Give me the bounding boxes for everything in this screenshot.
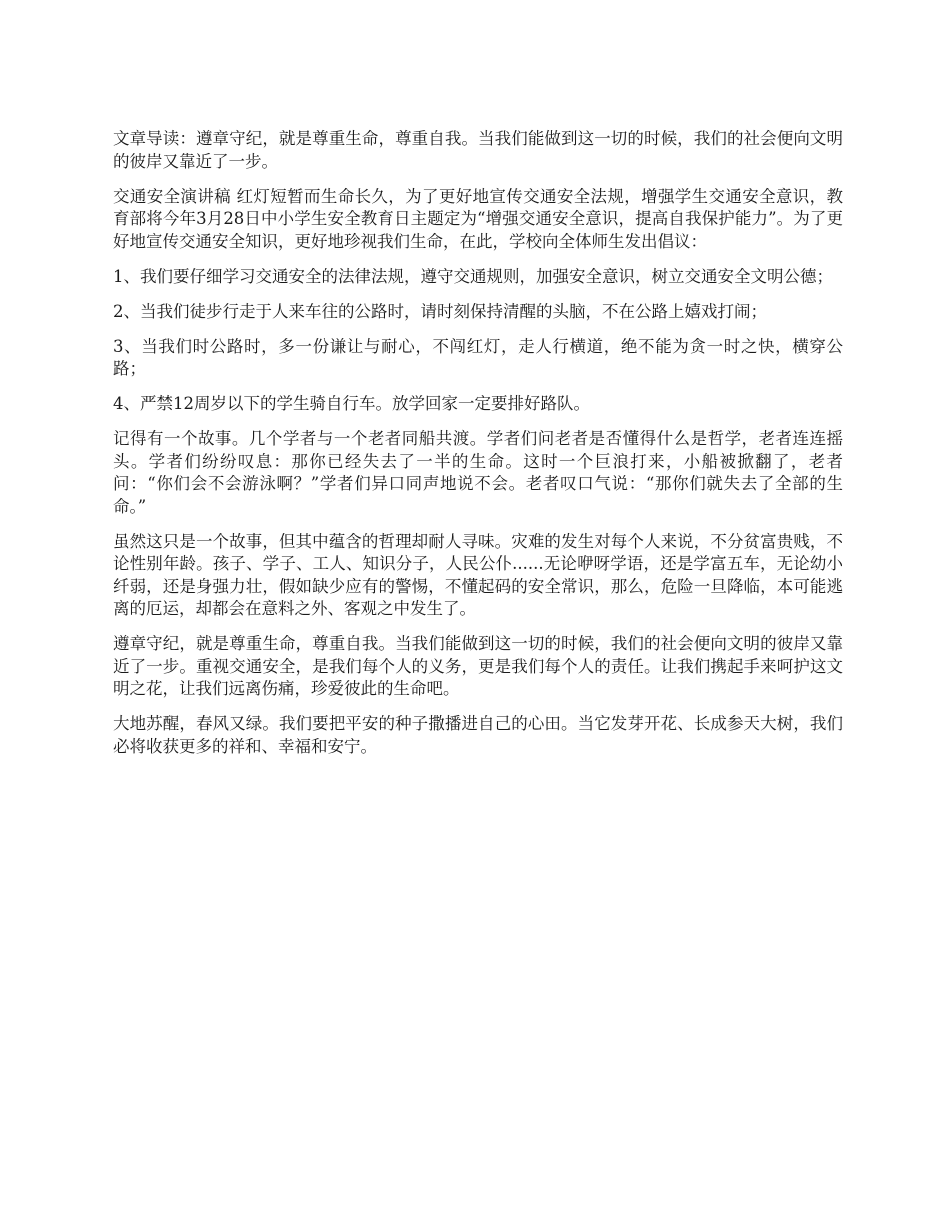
document-body [113,128,843,771]
intro-paragraph: 文章导读：遵章守纪，就是尊重生命，尊重自我。当我们能做到这一切的时候，我们的社会便向文明的彼岸又靠近了一步。 [113,129,843,171]
closing-paragraph: 大地苏醒，春风又绿。我们要把平安的种子撒播进自己的心田。当它发芽开花、长成参天大树，我们必将收获更多的祥和、幸福和安宁。 [113,714,843,756]
appeal-paragraph: 遵章守纪，就是尊重生命，尊重自我。当我们能做到这一切的时候，我们的社会便向文明的彼岸又靠近了一步。重视交通安全，是我们每个人的义务，更是我们每个人的责任。让我们携起手来呵护这文明之花，让我们远离伤痛，珍爱彼此的生命吧。 [113,634,843,698]
proposal-item-4: 4、严禁12周岁以下的学生骑自行车。放学回家一定要排好路队。 [113,394,590,413]
story-paragraph: 记得有一个故事。几个学者与一个老者同船共渡。学者们问老者是否懂得什么是哲学，老者连连摇头。学者们纷纷叹息：那你已经失去了一半的生命。这时一个巨浪打来，小船被掀翻了，老者问：“你们会不会游泳啊？”学者们异口同声地说不会。老者叹口气说：“那你们就失去了全部的生命。” [113,429,843,516]
proposal-item-1: 1、我们要仔细学习交通安全的法律法规，遵守交通规则，加强安全意识，树立交通安全文明公德； [113,266,833,286]
proposal-item-2: 2、当我们徒步行走于人来车往的公路时，请时刻保持清醒的头脑，不在公路上嬉戏打闹； [113,301,767,321]
reflection-paragraph: 虽然这只是一个故事，但其中蕴含的哲理却耐人寻味。灾难的发生对每个人来说，不分贫富贵贱，不论性别年龄。孩子、学子、工人、知识分子，人民公仆......无论咿呀学语，还是学富五车，无论幼小纤弱，还是身强力壮，假如缺少应有的警惕，不懂起码的安全常识，那么，危险一旦降临，本可能逃离的厄运，却都会在意料之外、客观之中发生了。 [113,531,843,618]
speech-opening-paragraph: 交通安全演讲稿 红灯短暂而生命长久，为了更好地宣传交通安全法规，增强学生交通安全意识，教育部将今年3月28日中小学生安全教育日主题定为“增强交通安全意识，提高自我保护能力”。为了更好地宣传交通安全知识，更好地珍视我们生命，在此，学校向全体师生发出倡议： [113,186,843,251]
proposal-item-3: 3、当我们时公路时，多一份谦让与耐心，不闯红灯，走人行横道，绝不能为贪一时之快，横穿公路； [113,336,843,378]
